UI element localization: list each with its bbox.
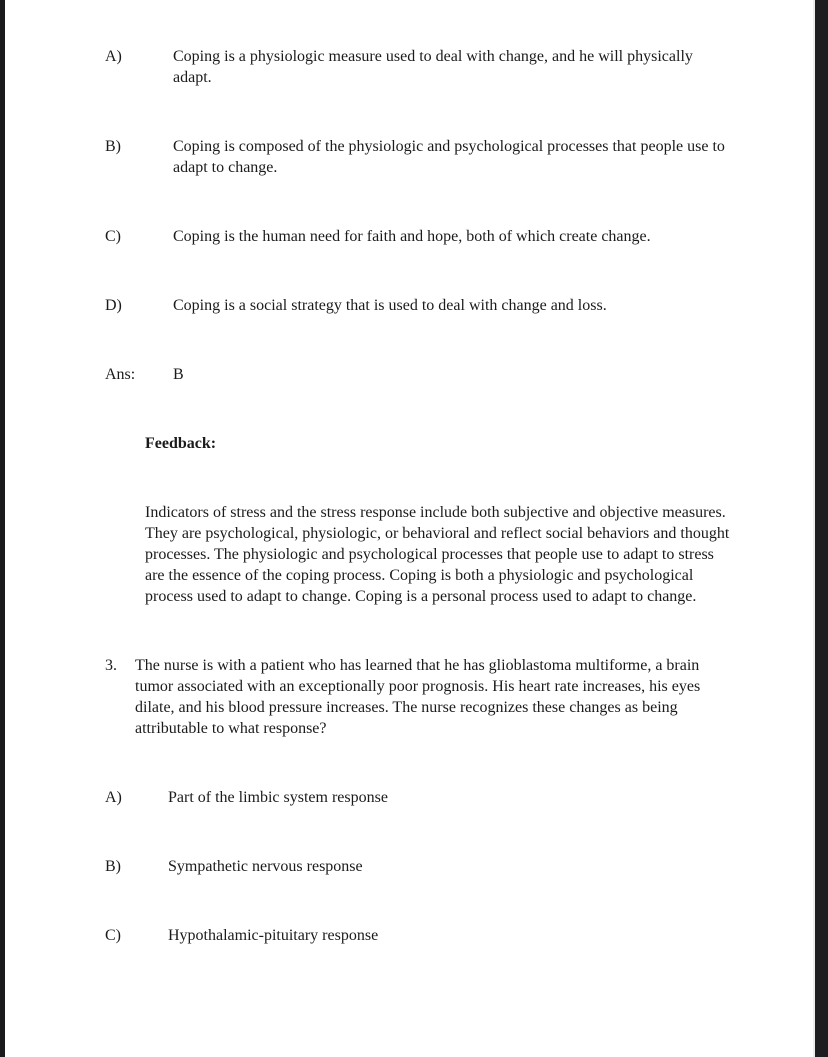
- option-row-a: [105, 787, 749, 808]
- page-edge-right: [813, 0, 828, 1057]
- option-row-c: [105, 925, 749, 946]
- option-label: A): [105, 789, 122, 806]
- option-row-b: [105, 136, 749, 178]
- option-label: C): [105, 927, 121, 944]
- option-text: Coping is a social strategy that is used to deal with change and loss.: [173, 297, 607, 314]
- option-row-a: [105, 46, 749, 88]
- option-label: B): [105, 858, 121, 875]
- option-text: Sympathetic nervous response: [168, 858, 363, 875]
- option-text: Coping is a physiologic measure used to deal with change, and he will physically adapt.: [173, 48, 693, 86]
- feedback-heading: Feedback:: [145, 435, 217, 452]
- option-label: B): [105, 138, 121, 155]
- option-text: Part of the limbic system response: [168, 789, 388, 806]
- feedback-paragraph: Indicators of stress and the stress response include both subjective and objective measures. They are psychological, physiologic, or behavioral and reflect social behaviors and thought processes. The physiologic and psychological processes that people use to adapt to stress are the essence of the coping process. Coping is both a physiologic and psychological process used to adapt to change. Coping is a personal process used to adapt to change.: [145, 504, 730, 605]
- document-page: [5, 0, 813, 1057]
- option-row-d: [105, 295, 749, 316]
- answer-row: [105, 364, 749, 385]
- option-label: A): [105, 48, 122, 65]
- option-label: C): [105, 228, 121, 245]
- answer-value: B: [173, 366, 184, 383]
- question-number: 3.: [105, 657, 117, 674]
- question-text: The nurse is with a patient who has learned that he has glioblastoma multiforme, a brain tumor associated with an exceptionally poor prognosis. His heart rate increases, his eyes dilate, and his blood pressure increases. The nurse recognizes these changes as being attributable to what response?: [135, 657, 701, 737]
- option-label: D): [105, 297, 122, 314]
- answer-label: Ans:: [105, 366, 136, 383]
- question-row: [105, 655, 749, 739]
- option-row-c: [105, 226, 749, 247]
- option-text: Hypothalamic-pituitary response: [168, 927, 379, 944]
- option-text: Coping is composed of the physiologic and psychological processes that people use to adapt to change.: [173, 138, 725, 176]
- option-row-b: [105, 856, 749, 877]
- option-text: Coping is the human need for faith and hope, both of which create change.: [173, 228, 651, 245]
